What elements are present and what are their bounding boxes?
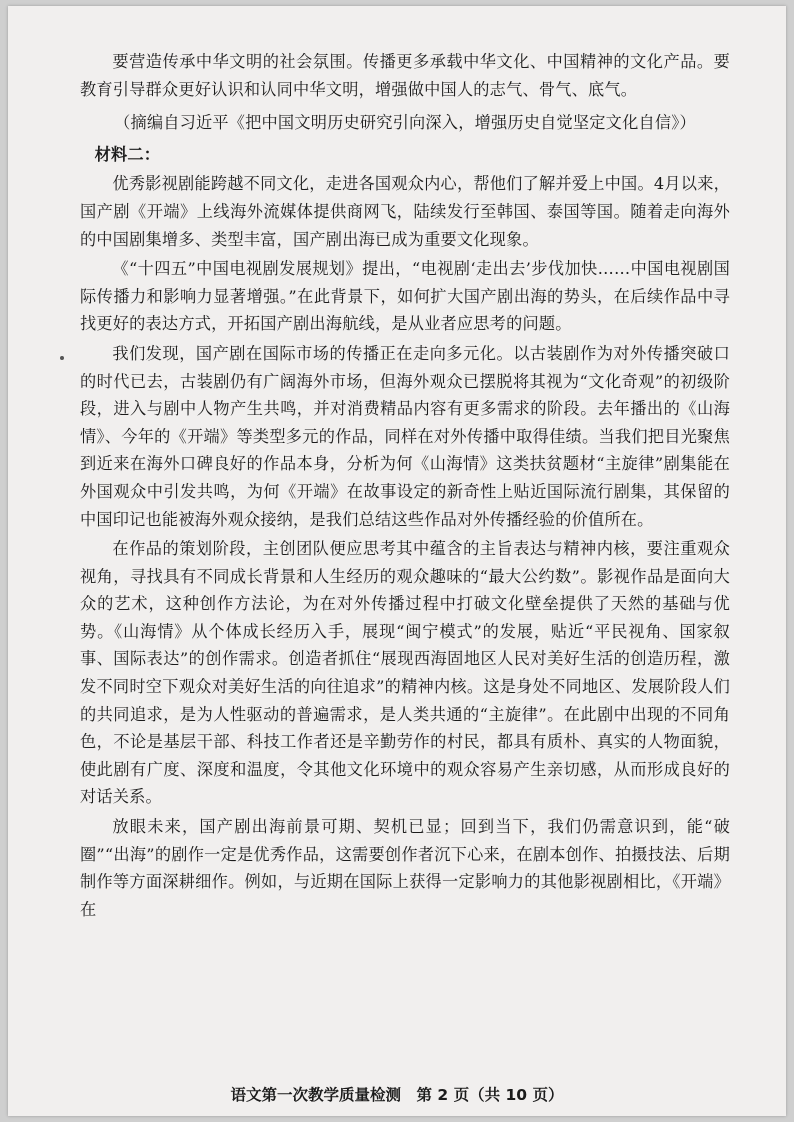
intro-paragraph: 要营造传承中华文明的社会氛围。传播更多承载中华文化、中国精神的文化产品。要教育引导群众更好认识和认同中华文明，增强做中国人的志气、骨气、底气。 bbox=[80, 52, 730, 99]
margin-dot bbox=[60, 356, 64, 360]
paragraph-5: 放眼未来，国产剧出海前景可期、契机已显；回到当下，我们仍需意识到，能“破圈”“出海”的剧作一定是优秀作品，这需要创作者沉下心来，在剧本创作、拍摄技法、后期制作等方面深耕细作。例如，与近期在国际上获得一定影响力的其他影视剧相比，《开端》在 bbox=[80, 817, 730, 919]
source-citation: （摘编自习近平《把中国文明历史研究引向深入，增强历史自觉坚定文化自信》） bbox=[114, 113, 696, 133]
material-heading: 材料二： bbox=[94, 144, 161, 164]
exam-page bbox=[8, 6, 786, 1116]
page-content bbox=[80, 48, 730, 925]
paragraph-2: 《“十四五”中国电视剧发展规划》提出，“电视剧‘走出去’步伐加快……中国电视剧国际传播力和影响力显著增强。”在此背景下，如何扩大国产剧出海的势头，在后续作品中寻找更好的表达方式，开拓国产剧出海航线，是从业者应思考的问题。 bbox=[80, 259, 730, 334]
paragraph-1: 优秀影视剧能跨越不同文化，走进各国观众内心，帮他们了解并爱上中国。4月以来，国产剧《开端》上线海外流媒体提供商网飞，陆续发行至韩国、泰国等国。随着走向海外的中国剧集增多、类型丰富，国产剧出海已成为重要文化现象。 bbox=[80, 174, 730, 249]
paragraph-3: 我们发现，国产剧在国际市场的传播正在走向多元化。以古装剧作为对外传播突破口的时代已去，古装剧仍有广阔海外市场，但海外观众已摆脱将其视为“文化奇观”的初级阶段，进入与剧中人物产生共鸣，并对消费精品内容有更多需求的阶段。去年播出的《山海情》、今年的《开端》等类型多元的作品，同样在对外传播中取得佳绩。当我们把目光聚焦到近来在海外口碑良好的作品本身，分析为何《山海情》这类扶贫题材“主旋律”剧集能在外国观众中引发共鸣，为何《开端》在故事设定的新奇性上贴近国际流行剧集，其保留的中国印记也能被海外观众接纳，是我们总结这些作品对外传播经验的价值所在。 bbox=[80, 343, 730, 529]
paragraph-4: 在作品的策划阶段，主创团队便应思考其中蕴含的主旨表达与精神内核，要注重观众视角，寻找具有不同成长背景和人生经历的观众趣味的“最大公约数”。影视作品是面向大众的艺术，这种创作方法论，为在对外传播过程中打破文化壁垒提供了天然的基础与优势。《山海情》从个体成长经历入手，展现“闽宁模式”的发展，贴近“平民视角、国家叙事、国际表达”的创作需求。创造者抓住“展现西海固地区人民对美好生活的创造历程，激发不同时空下观众对美好生活的向往追求”的精神内核。这是身处不同地区、发展阶段人们的共同追求，是为人性驱动的普遍需求，是人类共通的“主旋律”。在此剧中出现的不同角色，不论是基层干部、科技工作者还是辛勤劳作的村民，都具有质朴、真实的人物面貌，使此剧有广度、深度和温度，令其他文化环境中的观众容易产生亲切感，从而形成良好的对话关系。 bbox=[80, 539, 730, 807]
page-footer: 语文第一次教学质量检测 第 2 页（共 10 页） bbox=[230, 1086, 564, 1104]
